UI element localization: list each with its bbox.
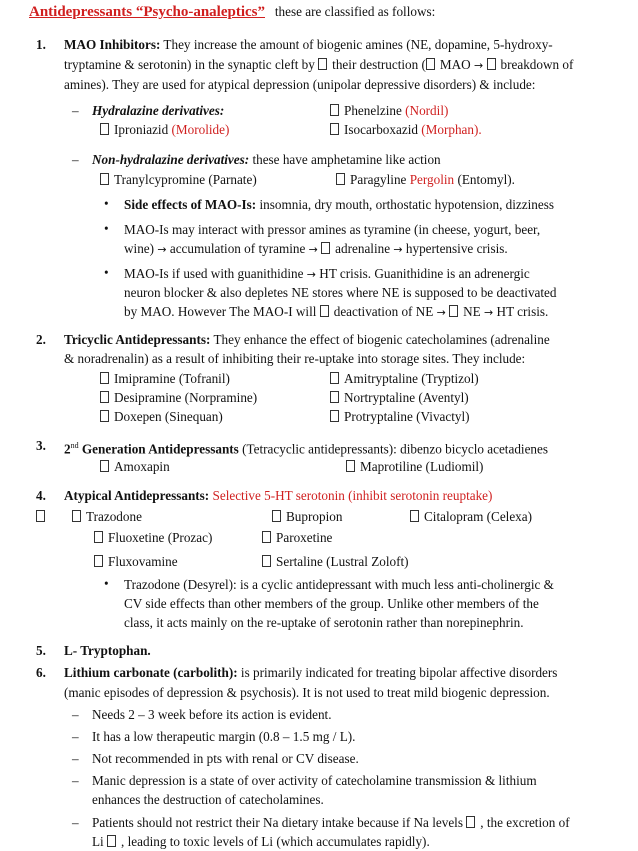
stray-box-icon	[36, 508, 50, 526]
section-1-text-1: They increase the amount of biogenic amines (NE, dopamine, 5-hydroxy-	[163, 37, 553, 52]
section-6-line-1	[64, 664, 557, 682]
section-6-number: 6.	[36, 665, 46, 680]
checkbox-icon	[262, 531, 271, 543]
dash-bullet: –	[72, 729, 79, 744]
decrease-symbol-icon	[318, 58, 327, 70]
drug-name: Amoxapin	[114, 459, 170, 474]
drug-brand: (Nordil)	[405, 103, 449, 118]
non-hydralazine-text: these have amphetamine like action	[252, 152, 441, 167]
checkbox-icon	[100, 460, 109, 472]
checkbox-icon	[100, 410, 109, 422]
d5-d: , leading to toxic levels of Li (which accumulates rapidly).	[121, 834, 430, 849]
bullet-icon: •	[104, 221, 109, 236]
checkbox-icon	[100, 391, 109, 403]
drug-paroxetine	[262, 529, 332, 547]
checkbox-icon	[94, 555, 103, 567]
checkbox-icon	[100, 372, 109, 384]
section-4-line-1	[64, 487, 492, 505]
drug-amitryptaline	[330, 370, 479, 388]
checkbox-icon	[330, 104, 339, 116]
drug-brand: Pergolin	[409, 172, 455, 187]
arrow-icon: →	[157, 243, 167, 256]
lithium-point-1: Needs 2 – 3 week before its action is evident.	[92, 707, 332, 722]
checkbox-icon	[72, 510, 81, 522]
drug-fluoxetine	[94, 529, 212, 547]
drug-brand: (Morphan).	[421, 122, 482, 137]
dash-bullet: –	[72, 751, 79, 766]
trazodone-note-line-1: Trazodone (Desyrel): is a cyclic antidepressant with much less anti-cholinergic &	[124, 577, 554, 592]
section-1-heading: MAO Inhibitors:	[64, 37, 161, 52]
drug-iproniazid	[100, 121, 229, 139]
decrease-symbol-icon	[107, 835, 116, 847]
drug-name: Paragyline	[350, 172, 407, 187]
s1-l2a: tryptamine & serotonin) in the synaptic cleft by	[64, 57, 315, 72]
lithium-point-5-line-2	[92, 833, 430, 851]
drug-doxepen	[100, 408, 223, 426]
box-icon	[36, 510, 45, 522]
d5-c: Li	[92, 834, 104, 849]
arrow-icon: →	[436, 306, 446, 319]
s1-l2c: MAO	[439, 57, 471, 72]
decrease-symbol-icon	[487, 58, 496, 70]
s3-pre: 2	[64, 441, 71, 457]
drug-trazodone	[72, 508, 142, 526]
drug-sertaline	[262, 553, 409, 571]
drug-protryptaline	[330, 408, 470, 426]
section-2-line-1	[64, 331, 550, 349]
b3-f: HT crisis.	[496, 304, 549, 319]
drug-imipramine	[100, 370, 230, 388]
side-effects-heading: Side effects of MAO-Is:	[124, 197, 257, 212]
drug-maprotiline	[346, 458, 483, 476]
page-title	[29, 3, 435, 21]
section-2-heading: Tricyclic Antidepressants:	[64, 332, 211, 347]
checkbox-icon	[330, 391, 339, 403]
bullet-icon: •	[104, 196, 109, 211]
drug-fluxovamine	[94, 553, 178, 571]
drug-name: Iproniazid	[114, 122, 169, 137]
checkbox-icon	[330, 372, 339, 384]
section-4-red-text: Selective 5-HT serotonin (inhibit serotonin reuptake)	[212, 488, 493, 503]
checkbox-icon	[272, 510, 281, 522]
drug-isocarboxazid	[330, 121, 482, 139]
drug-name: Doxepen (Sinequan)	[114, 409, 223, 424]
s3-sup: nd	[70, 441, 79, 450]
drug-name: Maprotiline (Ludiomil)	[360, 459, 484, 474]
checkbox-icon	[100, 173, 109, 185]
hydralazine-label: Hydralazine derivatives:	[92, 103, 225, 118]
drug-nortryptaline	[330, 389, 469, 407]
increase-symbol-icon	[449, 305, 458, 317]
section-3-heading: Generation Antidepressants	[81, 441, 239, 457]
bullet-icon: •	[104, 576, 109, 591]
drug-name: Trazodone	[86, 509, 142, 524]
trazodone-note-line-3: class, it acts mainly on the re-uptake of serotonin rather than norepinephrin.	[124, 615, 524, 630]
bullet-2-line-2	[124, 240, 508, 259]
section-6-heading: Lithium carbonate (carbolith):	[64, 665, 238, 680]
dash-bullet: –	[72, 707, 79, 722]
dash-bullet: –	[72, 103, 79, 118]
checkbox-icon	[262, 555, 271, 567]
lithium-point-2: It has a low therapeutic margin (0.8 – 1.5 mg / L).	[92, 729, 356, 744]
drug-name: Paroxetine	[276, 530, 333, 545]
lithium-point-5-line-1	[92, 814, 570, 832]
side-effects-line	[124, 196, 554, 214]
s1-l2b: their destruction (	[332, 57, 426, 72]
trazodone-note-line-2: CV side effects than other members of the group. Unlike other members of the	[124, 596, 539, 611]
bullet-3-line-3	[124, 303, 548, 322]
drug-name: Imipramine (Tofranil)	[114, 371, 230, 386]
drug-bupropion	[272, 508, 342, 526]
checkbox-icon	[410, 510, 419, 522]
title-rest: these are classified as follows:	[274, 4, 436, 19]
arrow-icon: →	[306, 268, 316, 281]
d5-a: Patients should not restrict their Na dietary intake because if Na levels	[92, 815, 463, 830]
b3-e: NE	[463, 304, 481, 319]
arrow-icon: →	[484, 306, 494, 319]
dash-bullet: –	[72, 152, 79, 167]
d5-b: , the excretion of	[480, 815, 570, 830]
section-2-text-1: They enhance the effect of biogenic catecholamines (adrenaline	[213, 332, 550, 347]
drug-name: Nortryptaline (Aventyl)	[344, 390, 469, 405]
bullet-3-line-2: neuron blocker & also depletes NE stores where NE is supposed to be deactivated	[124, 285, 557, 300]
drug-name: Phenelzine	[344, 103, 402, 118]
increase-symbol-icon	[321, 242, 330, 254]
section-2-number: 2.	[36, 332, 46, 347]
checkbox-icon	[330, 123, 339, 135]
drug-name: Desipramine (Norpramine)	[114, 390, 258, 405]
checkbox-icon	[330, 410, 339, 422]
drug-citalopram	[410, 508, 532, 526]
b2-b: accumulation of tyramine	[169, 241, 306, 256]
lithium-point-3: Not recommended in pts with renal or CV disease.	[92, 751, 359, 766]
drug-name: Tranylcypromine (Parnate)	[114, 172, 257, 187]
drug-name: Bupropion	[286, 509, 343, 524]
section-4-number: 4.	[36, 488, 46, 503]
drug-phenelzine	[330, 102, 448, 120]
section-5-number: 5.	[36, 643, 46, 658]
section-1-number: 1.	[36, 37, 46, 52]
section-3-number: 3.	[36, 438, 46, 453]
bullet-3-line-1	[124, 265, 530, 284]
drug-name: Fluxovamine	[108, 554, 178, 569]
checkbox-icon	[346, 460, 355, 472]
side-effects-text: insomnia, dry mouth, orthostatic hypotension, dizziness	[259, 197, 554, 212]
section-3-text: (Tetracyclic antidepressants): dibenzo bicyclo acetadienes	[242, 441, 549, 457]
decrease-symbol-icon	[466, 816, 475, 828]
b2-d: hypertensive crisis.	[405, 241, 508, 256]
decrease-symbol-icon	[426, 58, 435, 70]
section-3-line-1	[64, 437, 548, 458]
drug-name: Protryptaline (Vivactyl)	[344, 409, 470, 424]
drug-name: Isocarboxazid	[344, 122, 418, 137]
drug-name: Citalopram (Celexa)	[424, 509, 533, 524]
drug-paragyline	[336, 171, 515, 189]
title-main: Antidepressants “Psycho-analeptics”	[29, 4, 265, 20]
drug-desipramine	[100, 389, 257, 407]
checkbox-icon	[100, 123, 109, 135]
bullet-icon: •	[104, 265, 109, 280]
section-6-line-2: (manic episodes of depression & psychosis). It is not used to treat mild biogenic depression.	[64, 685, 550, 700]
lithium-point-4-line-2: enhances the destruction of catecholamines.	[92, 792, 324, 807]
drug-name: Sertaline (Lustral Zoloft)	[276, 554, 409, 569]
section-1-line-2	[64, 56, 573, 75]
arrow-icon: →	[308, 243, 318, 256]
decrease-symbol-icon	[320, 305, 329, 317]
checkbox-icon	[336, 173, 345, 185]
section-6-text-1: is primarily indicated for treating bipolar affective disorders	[240, 665, 558, 680]
drug-tranylcypromine	[100, 171, 257, 189]
drug-amoxapin	[100, 458, 170, 476]
arrow-icon: →	[393, 243, 403, 256]
section-4-heading: Atypical Antidepressants:	[64, 488, 210, 503]
dash-bullet: –	[72, 815, 79, 830]
arrow-icon: →	[474, 59, 484, 72]
b2-c: adrenaline	[335, 241, 391, 256]
b3-b: HT crisis. Guanithidine is an adrenergic	[319, 266, 530, 281]
lithium-point-4-line-1: Manic depression is a state of over activity of catecholamine transmission & lithium	[92, 773, 537, 788]
drug-brand: (Morolide)	[171, 122, 230, 137]
section-2-line-2: & noradrenalin) as a result of inhibiting their re-uptake into storage sites. They include:	[64, 351, 526, 366]
b2-a: wine)	[124, 241, 155, 256]
b3-c: by MAO. However The MAO-I will	[124, 304, 317, 319]
bullet-2-line-1: MAO-Is may interact with pressor amines as tyramine (in cheese, yogurt, beer,	[124, 222, 541, 237]
non-hydralazine-line	[92, 151, 441, 169]
b3-a: MAO-Is if used with guanithidine	[124, 266, 304, 281]
non-hydralazine-label: Non-hydralazine derivatives:	[92, 152, 250, 167]
b3-d: deactivation of NE	[333, 304, 434, 319]
section-1-line-3: amines). They are used for atypical depression (unipolar depressive disorders) & include:	[64, 77, 536, 92]
section-1-line-1	[64, 36, 553, 54]
s1-l2d: breakdown of	[500, 57, 574, 72]
checkbox-icon	[94, 531, 103, 543]
dash-bullet: –	[72, 773, 79, 788]
drug-tail: (Entomyl).	[457, 172, 515, 187]
section-5-heading: L- Tryptophan.	[64, 643, 151, 658]
drug-name: Fluoxetine (Prozac)	[108, 530, 213, 545]
drug-name: Amitryptaline (Tryptizol)	[344, 371, 479, 386]
